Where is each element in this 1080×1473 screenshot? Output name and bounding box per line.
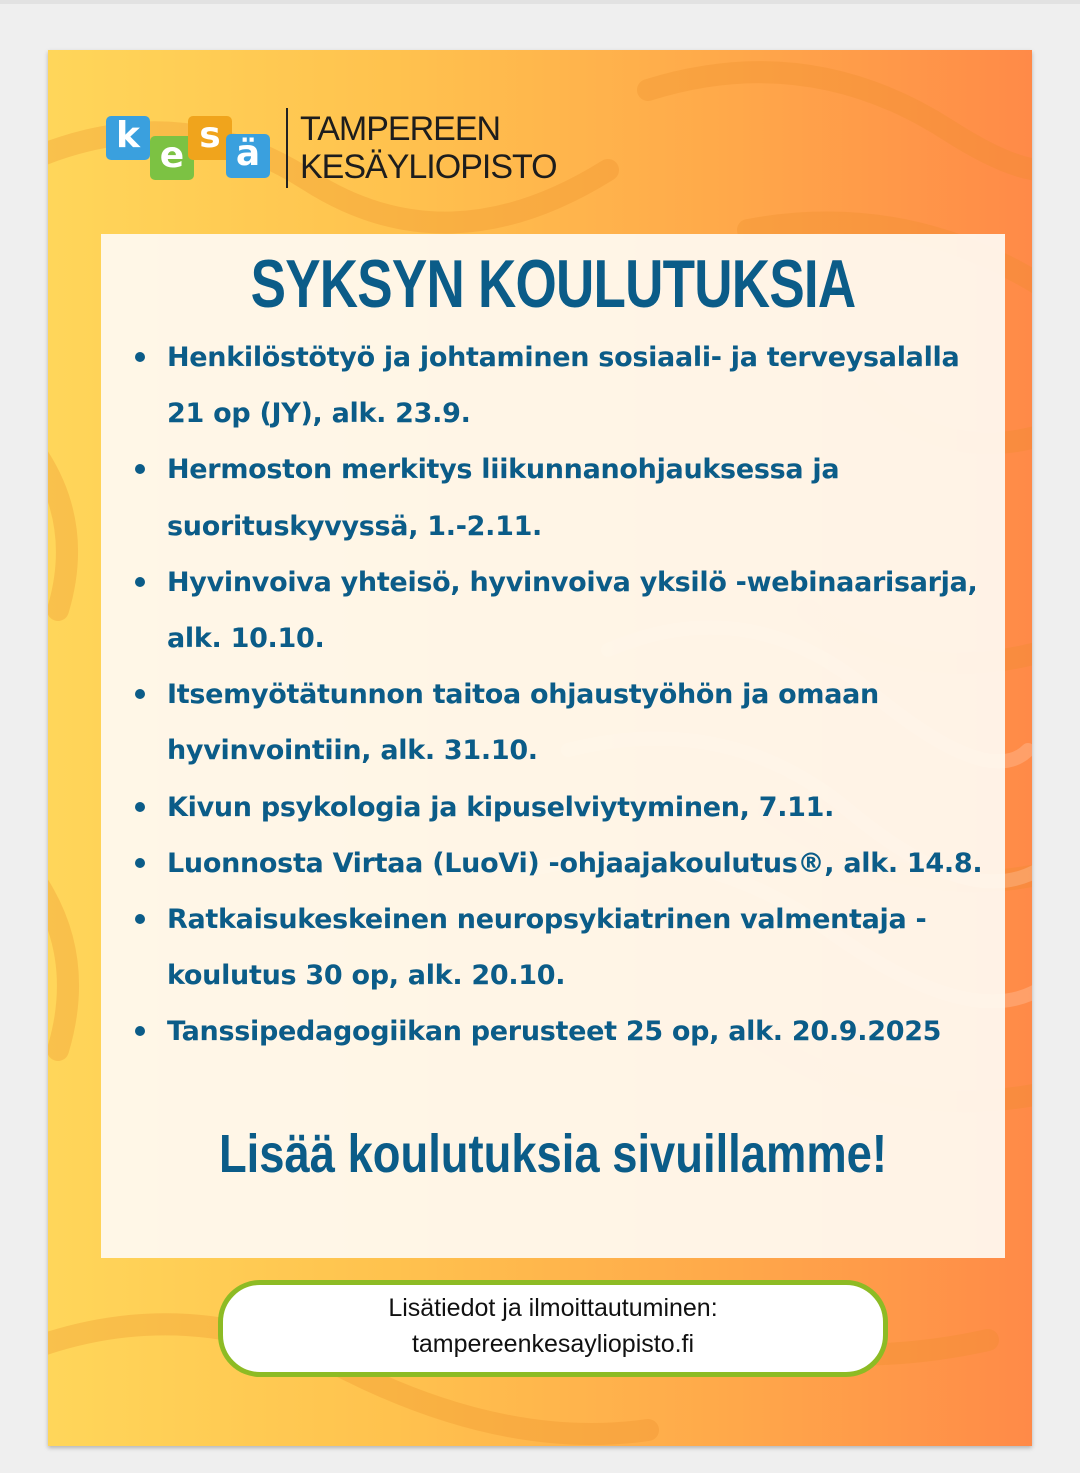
logo-tile-e: e xyxy=(150,136,194,180)
course-line: suorituskyvyssä, 1.-2.11. xyxy=(167,510,543,542)
course-line: Itsemyötätunnon taitoa ohjaustyöhön ja omaan xyxy=(167,679,879,711)
course-line: Henkilöstötyö ja johtaminen sosiaali- ja terveysalalla xyxy=(167,342,960,373)
logo-tile-a: ä xyxy=(226,134,270,178)
course-line: Ratkaisukeskeinen neuropsykiatrinen valmentaja - xyxy=(167,904,927,936)
logo-line-2: KESÄYLIOPISTO xyxy=(300,148,557,186)
course-list xyxy=(131,330,1001,1061)
logo-tile-s: s xyxy=(188,116,232,160)
logo-wordmark xyxy=(300,110,557,186)
course-line: 21 op (JY), alk. 23.9. xyxy=(167,398,471,430)
info-label: Lisätiedot ja ilmoittautuminen: xyxy=(388,1294,718,1322)
course-line: Tanssipedagogiikan perusteet 25 op, alk. 20.9.2025 xyxy=(167,1016,942,1048)
website-link[interactable]: tampereenkesayliopisto.fi xyxy=(411,1330,695,1358)
logo-line-1: TAMPEREEN xyxy=(300,110,501,148)
course-line: alk. 10.10. xyxy=(167,623,325,655)
logo-tile-k: k xyxy=(106,116,150,160)
course-item xyxy=(131,1004,1001,1060)
more-courses-headline: Lisää koulutuksia sivuillamme! xyxy=(218,1124,888,1184)
info-link-box[interactable] xyxy=(218,1280,888,1377)
course-item xyxy=(131,330,1001,442)
course-line: hyvinvointiin, alk. 31.10. xyxy=(167,735,538,767)
course-line: Hermoston merkitys liikunnanohjauksessa ja xyxy=(167,454,840,486)
logo-divider xyxy=(286,108,288,188)
course-line: Kivun psykologia ja kipuselviytyminen, 7.11. xyxy=(167,791,835,823)
course-line: koulutus 30 op, alk. 20.10. xyxy=(167,960,566,992)
course-item xyxy=(131,892,1001,1004)
course-line: Hyvinvoiva yhteisö, hyvinvoiva yksilö -webinaarisarja, xyxy=(167,566,978,598)
course-item xyxy=(131,836,1001,892)
top-divider xyxy=(0,0,1080,4)
content-panel xyxy=(101,234,1005,1258)
course-item xyxy=(131,555,1001,667)
page-title: SYKSYN KOULUTUKSIA xyxy=(250,246,856,322)
course-item xyxy=(131,442,1001,554)
kesayliopisto-logo xyxy=(104,108,557,190)
poster xyxy=(48,50,1032,1446)
course-line: Luonnosta Virtaa (LuoVi) -ohjaajakoulutus®, alk. 14.8. xyxy=(167,847,983,879)
course-item xyxy=(131,667,1001,779)
course-item xyxy=(131,780,1001,836)
